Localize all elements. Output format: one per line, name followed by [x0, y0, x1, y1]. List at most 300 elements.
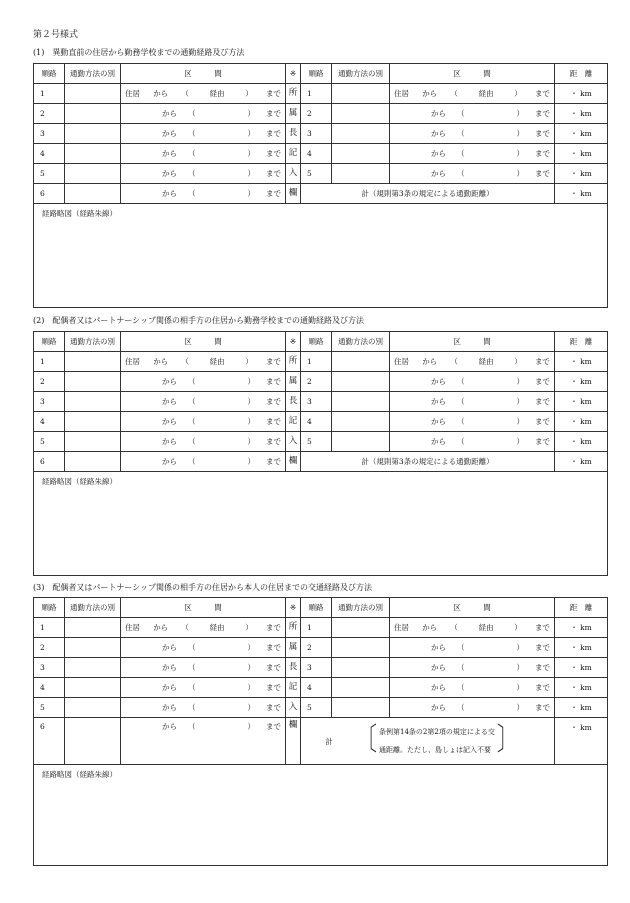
- close-paren: ）: [516, 437, 524, 446]
- section-cell[interactable]: [121, 432, 286, 452]
- from-label: から: [162, 703, 177, 712]
- from-label: から: [431, 683, 446, 692]
- open-paren: （: [188, 703, 196, 712]
- open-paren: （: [457, 149, 465, 158]
- home-label: 住居: [394, 623, 409, 632]
- to-label: まで: [265, 357, 281, 366]
- from-label: から: [422, 89, 438, 98]
- row-number: 5: [301, 164, 332, 184]
- close-paren: ）: [245, 623, 253, 632]
- via-field[interactable]: 経由: [478, 357, 494, 366]
- via-field[interactable]: 経由: [478, 623, 494, 632]
- from-label: から: [162, 417, 177, 426]
- distance-cell[interactable]: ・ km: [555, 452, 608, 472]
- to-label: まで: [534, 357, 550, 366]
- to-label: まで: [266, 129, 281, 138]
- row-number: 3: [301, 392, 332, 412]
- section-cell[interactable]: [390, 144, 555, 164]
- route-sketch-area[interactable]: [34, 472, 608, 576]
- section-cell[interactable]: [390, 638, 555, 658]
- mark-cell: 長: [286, 392, 301, 412]
- table-row: [34, 124, 608, 144]
- header-section: 区 間: [390, 332, 555, 352]
- row-number: 2: [34, 638, 65, 658]
- method-cell[interactable]: [65, 144, 121, 164]
- mark-cell: 入: [286, 164, 301, 184]
- header-method: 通勤方法の別: [65, 64, 121, 84]
- table-row: [34, 164, 608, 184]
- open-paren: （: [188, 722, 196, 731]
- section-cell[interactable]: [121, 144, 286, 164]
- section-cell[interactable]: [390, 412, 555, 432]
- header-seq: 順路: [34, 332, 65, 352]
- section-cell[interactable]: [121, 84, 286, 104]
- section-cell[interactable]: [390, 678, 555, 698]
- open-paren: （: [188, 643, 196, 652]
- distance-cell[interactable]: ・ km: [555, 84, 608, 104]
- table-row: [34, 658, 608, 678]
- close-paren: ）: [516, 663, 524, 672]
- sketch-label: 経路略図（経路朱線）: [42, 770, 117, 779]
- open-paren: （: [457, 417, 465, 426]
- section-cell[interactable]: [121, 412, 286, 432]
- close-paren: ）: [247, 417, 255, 426]
- method-cell[interactable]: [332, 412, 390, 432]
- distance-cell[interactable]: ・ km: [555, 104, 608, 124]
- close-paren: ）: [247, 683, 255, 692]
- open-paren: （: [188, 417, 196, 426]
- bracket-open-icon: 〔: [355, 722, 378, 758]
- from-label: から: [431, 169, 446, 178]
- mark-cell: 属: [286, 372, 301, 392]
- open-paren: （: [188, 377, 196, 386]
- via-field[interactable]: 経由: [209, 623, 225, 632]
- open-paren: （: [457, 129, 465, 138]
- open-paren: （: [188, 129, 196, 138]
- header-method: 通勤方法の別: [332, 64, 390, 84]
- open-paren: （: [181, 623, 189, 632]
- method-cell[interactable]: [332, 352, 390, 372]
- section-cell[interactable]: [121, 372, 286, 392]
- home-label: 住居: [394, 89, 409, 98]
- open-paren: （: [457, 683, 465, 692]
- distance-cell[interactable]: ・ km: [555, 124, 608, 144]
- table-row: [34, 412, 608, 432]
- from-label: から: [431, 643, 446, 652]
- distance-cell[interactable]: ・ km: [555, 432, 608, 452]
- method-cell[interactable]: [65, 432, 121, 452]
- open-paren: （: [457, 169, 465, 178]
- method-cell[interactable]: [65, 104, 121, 124]
- close-paren: ）: [516, 377, 524, 386]
- mark-cell: 入: [286, 432, 301, 452]
- mark-cell: 記: [286, 412, 301, 432]
- row-number: 4: [301, 678, 332, 698]
- close-paren: ）: [247, 129, 255, 138]
- via-field[interactable]: 経由: [209, 357, 225, 366]
- route-sketch-area[interactable]: [34, 765, 608, 866]
- method-cell[interactable]: [65, 372, 121, 392]
- from-label: から: [162, 189, 177, 198]
- method-cell[interactable]: [65, 678, 121, 698]
- bracket-close-icon: 〕: [496, 722, 519, 758]
- section-cell[interactable]: [121, 124, 286, 144]
- from-label: から: [162, 377, 177, 386]
- mark-cell: 欄: [286, 452, 301, 472]
- from-label: から: [162, 722, 177, 731]
- route-table-3: [33, 597, 608, 866]
- from-label: から: [162, 149, 177, 158]
- from-label: から: [162, 437, 177, 446]
- mark-cell: 属: [286, 638, 301, 658]
- section-cell[interactable]: [390, 618, 555, 638]
- to-label: まで: [266, 683, 281, 692]
- from-label: から: [431, 377, 446, 386]
- close-paren: ）: [245, 89, 253, 98]
- from-label: から: [431, 417, 446, 426]
- header-mark: ※: [286, 64, 301, 84]
- close-paren: ）: [247, 189, 255, 198]
- open-paren: （: [188, 189, 196, 198]
- from-label: から: [162, 457, 177, 466]
- method-cell[interactable]: [332, 104, 390, 124]
- table-row: [34, 432, 608, 452]
- row-number: 3: [34, 658, 65, 678]
- note-line-1: 条例第14条の2第2項の規定による交: [379, 728, 495, 736]
- open-paren: （: [188, 169, 196, 178]
- to-label: まで: [266, 377, 281, 386]
- home-label: 住居: [394, 357, 409, 366]
- mark-cell: 所: [286, 84, 301, 104]
- section-2-title: (2) 配偶者又はパートナーシップ関係の相手方の住居から勤務学校までの通勤経路及び方法: [33, 316, 365, 325]
- close-paren: ）: [247, 437, 255, 446]
- via-field[interactable]: 経由: [209, 89, 225, 98]
- method-cell[interactable]: [65, 124, 121, 144]
- method-cell[interactable]: [332, 372, 390, 392]
- section-cell[interactable]: [390, 698, 555, 718]
- close-paren: ）: [247, 722, 255, 731]
- header-method: 通勤方法の別: [332, 332, 390, 352]
- home-label: 住居: [125, 89, 140, 98]
- distance-cell[interactable]: ・ km: [555, 658, 608, 678]
- open-paren: （: [188, 109, 196, 118]
- close-paren: ）: [514, 357, 522, 366]
- to-label: まで: [535, 377, 550, 386]
- distance-cell[interactable]: ・ km: [555, 678, 608, 698]
- sketch-label: 経路略図（経路朱線）: [42, 209, 117, 218]
- home-label: 住居: [125, 623, 140, 632]
- distance-cell[interactable]: ・ km: [555, 638, 608, 658]
- header-method: 通勤方法の別: [332, 598, 390, 618]
- table-row: [34, 638, 608, 658]
- section-cell[interactable]: [390, 104, 555, 124]
- to-label: まで: [266, 109, 281, 118]
- row-number: 1: [301, 618, 332, 638]
- open-paren: （: [188, 457, 196, 466]
- from-label: から: [153, 623, 169, 632]
- method-cell[interactable]: [332, 618, 390, 638]
- row-number: 3: [301, 124, 332, 144]
- method-cell[interactable]: [65, 718, 121, 765]
- route-table-1: [33, 63, 608, 308]
- from-label: から: [431, 437, 446, 446]
- section-cell[interactable]: [390, 432, 555, 452]
- method-cell[interactable]: [332, 124, 390, 144]
- section-cell[interactable]: [121, 698, 286, 718]
- distance-cell[interactable]: ・ km: [555, 618, 608, 638]
- section-cell[interactable]: [390, 392, 555, 412]
- table-row: [34, 718, 608, 765]
- section-cell[interactable]: [390, 372, 555, 392]
- open-paren: （: [181, 89, 189, 98]
- section-cell[interactable]: [121, 352, 286, 372]
- header-seq: 順路: [301, 598, 332, 618]
- method-cell[interactable]: [332, 84, 390, 104]
- close-paren: ）: [516, 149, 524, 158]
- to-label: まで: [534, 623, 550, 632]
- open-paren: （: [457, 437, 465, 446]
- from-label: から: [431, 149, 446, 158]
- row-number: 3: [34, 124, 65, 144]
- header-mark: ※: [286, 598, 301, 618]
- mark-cell: 長: [286, 124, 301, 144]
- to-label: まで: [266, 643, 281, 652]
- section-cell[interactable]: [121, 678, 286, 698]
- from-label: から: [162, 129, 177, 138]
- to-label: まで: [266, 417, 281, 426]
- row-number: 6: [34, 184, 65, 204]
- close-paren: ）: [247, 703, 255, 712]
- row-number: 2: [34, 372, 65, 392]
- open-paren: （: [450, 89, 458, 98]
- mark-cell: 記: [286, 144, 301, 164]
- open-paren: （: [188, 437, 196, 446]
- distance-cell[interactable]: ・ km: [555, 392, 608, 412]
- close-paren: ）: [247, 169, 255, 178]
- distance-cell[interactable]: ・ km: [555, 184, 608, 204]
- sketch-row: [34, 472, 608, 576]
- section-cell[interactable]: [121, 164, 286, 184]
- to-label: まで: [535, 417, 550, 426]
- open-paren: （: [457, 643, 465, 652]
- distance-cell[interactable]: ・ km: [555, 372, 608, 392]
- table-row: [34, 452, 608, 472]
- distance-cell[interactable]: ・ km: [555, 352, 608, 372]
- to-label: まで: [266, 457, 281, 466]
- method-cell[interactable]: [65, 392, 121, 412]
- method-cell[interactable]: [332, 164, 390, 184]
- table-row: [34, 352, 608, 372]
- from-label: から: [422, 623, 438, 632]
- header-row: [34, 332, 608, 352]
- from-label: から: [153, 89, 169, 98]
- row-number: 5: [301, 698, 332, 718]
- to-label: まで: [266, 663, 281, 672]
- header-seq: 順路: [34, 598, 65, 618]
- close-paren: ）: [516, 169, 524, 178]
- via-field[interactable]: 経由: [478, 89, 494, 98]
- header-distance: 距 離: [555, 598, 608, 618]
- open-paren: （: [457, 109, 465, 118]
- row-number: 6: [34, 718, 65, 765]
- table-row: [34, 618, 608, 638]
- open-paren: （: [450, 623, 458, 632]
- method-cell[interactable]: [332, 432, 390, 452]
- method-cell[interactable]: [332, 698, 390, 718]
- row-number: 3: [34, 392, 65, 412]
- table-row: [34, 698, 608, 718]
- close-paren: ）: [516, 417, 524, 426]
- close-paren: ）: [247, 397, 255, 406]
- open-paren: （: [450, 357, 458, 366]
- method-cell[interactable]: [65, 164, 121, 184]
- close-paren: ）: [247, 457, 255, 466]
- header-mark: ※: [286, 332, 301, 352]
- distance-cell[interactable]: ・ km: [555, 412, 608, 432]
- distance-cell[interactable]: ・ km: [555, 698, 608, 718]
- section-cell[interactable]: [121, 658, 286, 678]
- section-cell[interactable]: [121, 638, 286, 658]
- close-paren: ）: [247, 643, 255, 652]
- to-label: まで: [265, 89, 281, 98]
- from-label: から: [162, 397, 177, 406]
- table-row: [34, 84, 608, 104]
- close-paren: ）: [516, 683, 524, 692]
- from-label: から: [431, 397, 446, 406]
- to-label: まで: [535, 129, 550, 138]
- header-section: 区 間: [121, 332, 286, 352]
- row-number: 5: [34, 432, 65, 452]
- to-label: まで: [266, 149, 281, 158]
- open-paren: （: [457, 703, 465, 712]
- open-paren: （: [457, 377, 465, 386]
- row-number: 1: [301, 84, 332, 104]
- to-label: まで: [266, 437, 281, 446]
- method-cell[interactable]: [332, 392, 390, 412]
- method-cell[interactable]: [65, 412, 121, 432]
- row-number: 4: [301, 144, 332, 164]
- method-cell[interactable]: [65, 452, 121, 472]
- header-method: 通勤方法の別: [65, 332, 121, 352]
- distance-cell[interactable]: ・ km: [555, 144, 608, 164]
- to-label: まで: [266, 722, 281, 731]
- sketch-row: [34, 204, 608, 308]
- to-label: まで: [266, 169, 281, 178]
- mark-cell: 欄: [286, 718, 301, 765]
- close-paren: ）: [516, 397, 524, 406]
- header-section: 区 間: [121, 64, 286, 84]
- mark-cell: 所: [286, 618, 301, 638]
- open-paren: （: [181, 357, 189, 366]
- mark-cell: 記: [286, 678, 301, 698]
- header-seq: 順路: [301, 332, 332, 352]
- row-number: 4: [301, 412, 332, 432]
- section-cell[interactable]: [390, 164, 555, 184]
- close-paren: ）: [247, 109, 255, 118]
- open-paren: （: [188, 683, 196, 692]
- section-cell[interactable]: [121, 718, 286, 765]
- header-section: 区 間: [390, 598, 555, 618]
- row-number: 4: [34, 678, 65, 698]
- method-cell[interactable]: [65, 698, 121, 718]
- form-title: 第２号様式: [33, 30, 79, 40]
- from-label: から: [162, 169, 177, 178]
- to-label: まで: [266, 703, 281, 712]
- close-paren: ）: [245, 357, 253, 366]
- section-cell[interactable]: [121, 618, 286, 638]
- close-paren: ）: [516, 109, 524, 118]
- method-cell[interactable]: [65, 352, 121, 372]
- row-number: 2: [34, 104, 65, 124]
- to-label: まで: [535, 397, 550, 406]
- to-label: まで: [535, 683, 550, 692]
- from-label: から: [431, 109, 446, 118]
- to-label: まで: [535, 437, 550, 446]
- route-table-2: [33, 331, 608, 576]
- sketch-row: [34, 765, 608, 866]
- distance-cell[interactable]: ・ km: [555, 164, 608, 184]
- section-cell[interactable]: [121, 392, 286, 412]
- from-label: から: [431, 663, 446, 672]
- method-cell[interactable]: [332, 144, 390, 164]
- to-label: まで: [535, 663, 550, 672]
- row-number: 5: [34, 164, 65, 184]
- mark-cell: 長: [286, 658, 301, 678]
- distance-cell[interactable]: ・ km: [555, 718, 608, 765]
- row-number: 4: [34, 412, 65, 432]
- method-cell[interactable]: [65, 658, 121, 678]
- method-cell[interactable]: [65, 184, 121, 204]
- method-cell[interactable]: [65, 84, 121, 104]
- section-cell[interactable]: [121, 104, 286, 124]
- row-number: 1: [34, 352, 65, 372]
- method-cell[interactable]: [332, 658, 390, 678]
- header-seq: 順路: [301, 64, 332, 84]
- method-cell[interactable]: [65, 638, 121, 658]
- method-cell[interactable]: [332, 638, 390, 658]
- section-cell[interactable]: [390, 84, 555, 104]
- header-distance: 距 離: [555, 64, 608, 84]
- row-number: 2: [301, 638, 332, 658]
- method-cell[interactable]: [332, 678, 390, 698]
- row-number: 5: [301, 432, 332, 452]
- section-cell[interactable]: [390, 658, 555, 678]
- route-sketch-area[interactable]: [34, 204, 608, 308]
- section-cell[interactable]: [390, 124, 555, 144]
- row-number: 6: [34, 452, 65, 472]
- total-cell: [301, 718, 555, 765]
- sketch-label: 経路略図（経路朱線）: [42, 477, 117, 486]
- to-label: まで: [266, 397, 281, 406]
- to-label: まで: [535, 703, 550, 712]
- section-cell[interactable]: [390, 352, 555, 372]
- header-section: 区 間: [390, 64, 555, 84]
- close-paren: ）: [516, 643, 524, 652]
- table-row: [34, 392, 608, 412]
- section-1-title: (1) 異動直前の住居から勤務学校までの通勤経路及び方法: [33, 48, 245, 57]
- close-paren: ）: [514, 623, 522, 632]
- section-cell[interactable]: [121, 184, 286, 204]
- method-cell[interactable]: [65, 618, 121, 638]
- open-paren: （: [188, 149, 196, 158]
- from-label: から: [422, 357, 438, 366]
- mark-cell: 欄: [286, 184, 301, 204]
- row-number: 2: [301, 372, 332, 392]
- table-row: [34, 372, 608, 392]
- row-number: 4: [34, 144, 65, 164]
- to-label: まで: [535, 643, 550, 652]
- section-cell[interactable]: [121, 452, 286, 472]
